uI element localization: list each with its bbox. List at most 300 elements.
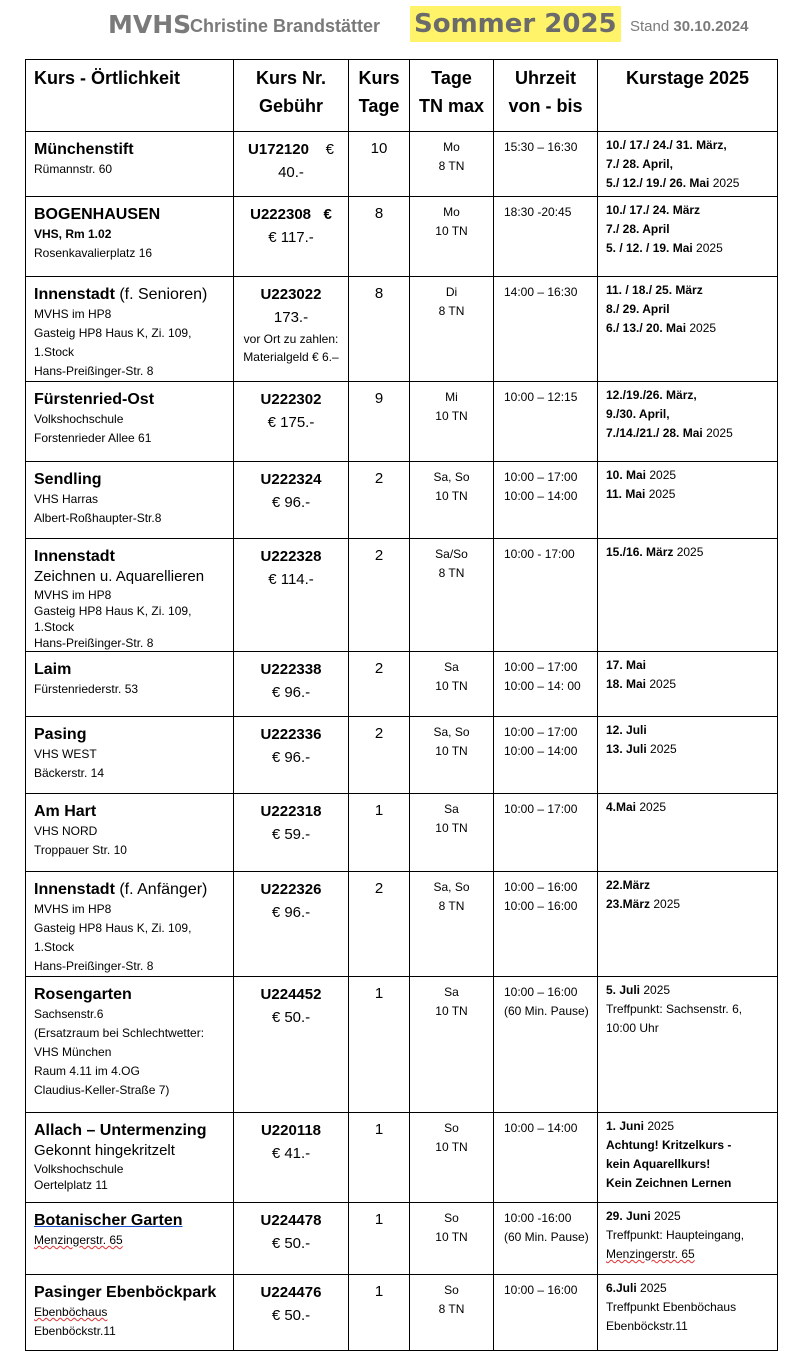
date-line: [606, 136, 777, 155]
address-line: Ebenböckstr.11: [34, 1324, 116, 1338]
location-cell: [26, 794, 234, 872]
location-title: Allach – Untermenzing: [34, 1122, 207, 1139]
time-cell: [494, 977, 598, 1113]
time-line: 10:00 - 17:00: [504, 547, 575, 561]
max-participants: 10 TN: [435, 1004, 468, 1018]
col-header-dates: Kurstage 2025: [598, 60, 778, 132]
date-bold: 11. Mai: [606, 487, 646, 501]
date-line: [606, 543, 777, 562]
course-days: 2: [349, 539, 410, 652]
date-regular: 2025: [702, 426, 733, 440]
time-line: 18:30 -20:45: [504, 205, 572, 219]
time-line: 10:00 – 16:00: [504, 1283, 578, 1297]
date-line: [606, 1279, 777, 1298]
table-row: [26, 277, 778, 382]
address-line: Forstenrieder Allee 61: [34, 431, 152, 445]
weekday-cell: [410, 1203, 494, 1275]
dates-cell: [598, 1113, 778, 1203]
time-line: 10:00 -16:00: [504, 1211, 572, 1225]
course-number: U224476: [260, 1284, 322, 1301]
date-line: [606, 981, 777, 1000]
course-fee: € 96.-: [271, 749, 311, 766]
weekday: Sa: [444, 985, 459, 999]
date-line: [606, 424, 777, 443]
course-number: U222318: [260, 803, 322, 820]
max-participants: 10 TN: [435, 1230, 468, 1244]
col-header-line: Kurs Nr.: [255, 68, 327, 88]
date-bold: 13. Juli: [606, 742, 647, 756]
dates-cell: [598, 1275, 778, 1351]
time-line: 10:00 – 17:00: [504, 802, 578, 816]
date-bold: 18. Mai: [606, 677, 647, 691]
address-line: Hans-Preißinger-Str. 8: [34, 364, 154, 378]
date-line: [606, 1000, 777, 1019]
weekday: Sa, So: [433, 880, 470, 894]
date-line: [606, 656, 777, 675]
date-regular: 2025: [650, 1209, 681, 1223]
date-bold: 10./ 17./ 24./ 31. März,: [606, 138, 727, 152]
course-fee: € 96.-: [271, 494, 311, 511]
date-bold: 7./ 28. April,: [606, 157, 673, 171]
date-line: [606, 155, 777, 174]
max-participants: 8 TN: [438, 159, 465, 173]
date-regular: 2025: [644, 1119, 675, 1133]
address-line: VHS, Rm 1.02: [34, 227, 112, 241]
date-line: [606, 405, 777, 424]
weekday: Sa, So: [433, 725, 470, 739]
course-fee: 40.-: [278, 164, 304, 181]
location-title-text: Innenstadt: [34, 286, 115, 303]
weekday-cell: [410, 717, 494, 794]
dates-cell: [598, 872, 778, 977]
course-fee: € 117.-: [268, 229, 314, 246]
time-cell: [494, 1113, 598, 1203]
date-line: [606, 386, 777, 405]
time-cell: [494, 872, 598, 977]
course-days: 1: [349, 977, 410, 1113]
date-bold: 5./ 12./ 19./ 26. Mai: [606, 176, 710, 190]
location-subtitle: Gekonnt hingekritzelt: [34, 1142, 175, 1159]
course-fee: € 114.-: [268, 571, 314, 588]
location-cell: [26, 872, 234, 977]
time-line: 10:00 – 17:00: [504, 470, 578, 484]
course-days: 2: [349, 462, 410, 539]
date-bold: Achtung! Kritzelkurs -: [606, 1138, 732, 1152]
course-nr-cell: [234, 977, 349, 1113]
date-bold: 5. Juli: [606, 983, 641, 997]
date-bold: 7./14./21./ 28. Mai: [606, 426, 703, 440]
address-line: MVHS im HP8: [34, 902, 112, 916]
date-bold: 10./ 17./ 24. März: [606, 203, 701, 217]
date-bold: 12./19./26. März,: [606, 388, 697, 402]
location-cell: [26, 717, 234, 794]
dates-cell: [598, 1203, 778, 1275]
table-row: [26, 382, 778, 462]
date-line: [606, 721, 777, 740]
date-regular: 2025: [692, 241, 723, 255]
dates-cell: [598, 132, 778, 197]
address-line: MVHS im HP8: [34, 588, 112, 602]
address-line: Oertelplatz 11: [34, 1178, 108, 1192]
time-line: 10:00 – 17:00: [504, 660, 578, 674]
location-title: Fürstenried-Ost: [34, 391, 155, 408]
location-title: BOGENHAUSEN: [34, 206, 161, 223]
time-line: 10:00 – 16:00: [504, 880, 578, 894]
address-line: Hans-Preißinger-Str. 8: [34, 636, 154, 650]
weekday: Sa, So: [433, 470, 470, 484]
date-line: [606, 466, 777, 485]
currency-sign: €: [325, 141, 334, 158]
max-participants: 10 TN: [435, 489, 468, 503]
location-subtitle: Zeichnen u. Aquarellieren: [34, 568, 205, 585]
max-participants: 10 TN: [435, 1140, 468, 1154]
course-days: 2: [349, 717, 410, 794]
location-cell: [26, 1113, 234, 1203]
address-line: Rosenkavalierplatz 16: [34, 246, 153, 260]
weekday-cell: [410, 382, 494, 462]
date-bold: 22.März: [606, 878, 651, 892]
col-header-time: [494, 60, 598, 132]
max-participants: 10 TN: [435, 821, 468, 835]
course-number: U222326: [260, 881, 322, 898]
course-fee: € 96.-: [271, 684, 311, 701]
date-line: [606, 740, 777, 759]
table-header-row: [26, 60, 778, 132]
table-row: [26, 132, 778, 197]
time-line: 10:00 – 14:00: [504, 489, 578, 503]
weekday: Mo: [443, 140, 460, 154]
date-line: [606, 1019, 777, 1038]
date-regular: Treffpunkt: Haupteingang,: [606, 1228, 745, 1242]
date-bold: 10. Mai: [606, 468, 647, 482]
date-line: [606, 1207, 777, 1226]
time-line: 15:30 – 16:30: [504, 140, 578, 154]
date-line: [606, 220, 777, 239]
address-line: Gasteig HP8 Haus K, Zi. 109, 1.Stock: [34, 326, 192, 359]
max-participants: 8 TN: [438, 1302, 465, 1316]
fee-note: Materialgeld € 6.–: [243, 350, 339, 364]
time-line: 10:00 – 14:00: [504, 1121, 578, 1135]
date-bold: 17. Mai: [606, 658, 647, 672]
col-header-course-days: [349, 60, 410, 132]
date-regular: Treffpunkt: Sachsenstr. 6,: [606, 1002, 743, 1016]
col-header-line: Uhrzeit: [514, 68, 576, 88]
course-table: [25, 59, 778, 1351]
col-header-line: Tage: [431, 68, 472, 88]
date-line: [606, 319, 777, 338]
table-row: [26, 1203, 778, 1275]
date-line: [606, 1245, 777, 1264]
course-nr-cell: [234, 462, 349, 539]
weekday: Sa: [444, 660, 459, 674]
weekday: So: [444, 1211, 459, 1225]
time-line: 14:00 – 16:30: [504, 285, 578, 299]
date-regular: 10:00 Uhr: [606, 1021, 659, 1035]
course-number: U220118: [260, 1122, 322, 1139]
date-bold: 12. Juli: [606, 723, 647, 737]
date-line: [606, 895, 777, 914]
address-line: VHS Harras: [34, 492, 99, 506]
date-line: [606, 239, 777, 258]
weekday-cell: [410, 1113, 494, 1203]
location-title: [34, 285, 225, 305]
table-row: [26, 1113, 778, 1203]
address-line: Volkshochschule: [34, 412, 124, 426]
weekday-cell: [410, 277, 494, 382]
date-bold: Kein Zeichnen Lernen: [606, 1176, 732, 1190]
time-line: (60 Min. Pause): [504, 1230, 589, 1244]
course-number: U224478: [260, 1212, 322, 1229]
table-row: [26, 539, 778, 652]
date-bold: 6.Juli: [606, 1281, 637, 1295]
weekday: Di: [445, 285, 458, 299]
col-header-weekday: [410, 60, 494, 132]
col-header-line: Kurs: [358, 68, 400, 88]
course-nr-cell: [234, 132, 349, 197]
course-number: U222328: [260, 548, 322, 565]
time-cell: [494, 1275, 598, 1351]
date-line: [606, 1298, 777, 1317]
date-bold: 8./ 29. April: [606, 302, 670, 316]
date-bold: 23.März: [606, 897, 651, 911]
date-bold: 4.Mai: [606, 800, 637, 814]
course-number: U222302: [260, 391, 322, 408]
address-line: Raum 4.11 im 4.OG: [34, 1064, 140, 1078]
location-cell: [26, 1275, 234, 1351]
max-participants: 8 TN: [438, 899, 465, 913]
location-title: Pasing: [34, 726, 87, 743]
table-row: [26, 717, 778, 794]
address-line: Sachsenstr.6: [34, 1007, 104, 1021]
time-line: 10:00 – 17:00: [504, 725, 578, 739]
time-cell: [494, 717, 598, 794]
location-title: Botanischer Garten: [34, 1212, 183, 1229]
date-regular: 2025: [650, 897, 681, 911]
course-days: 1: [349, 1275, 410, 1351]
address-line: Hans-Preißinger-Str. 8: [34, 959, 154, 973]
stand-date: 30.10.2024: [673, 18, 749, 35]
course-nr-cell: [234, 652, 349, 717]
date-regular: 2025: [645, 487, 676, 501]
time-line: 10:00 – 12:15: [504, 390, 578, 404]
time-cell: [494, 794, 598, 872]
course-days: 10: [349, 132, 410, 197]
date-regular: Menzingerstr. 65: [606, 1247, 695, 1261]
course-nr-cell: [234, 794, 349, 872]
fee-note: vor Ort zu zahlen:: [243, 332, 339, 346]
date-line: [606, 1117, 777, 1136]
address-line: Fürstenriederstr. 53: [34, 682, 139, 696]
weekday: Sa: [444, 802, 459, 816]
date-regular: 2025: [646, 677, 677, 691]
time-line: (60 Min. Pause): [504, 1004, 589, 1018]
course-number: U222338: [260, 661, 322, 678]
date-regular: Ebenböckstr.11: [606, 1319, 688, 1333]
location-title: Rosengarten: [34, 986, 132, 1003]
address-line: Volkshochschule: [34, 1162, 124, 1176]
weekday-cell: [410, 977, 494, 1113]
table-row: [26, 1275, 778, 1351]
location-cell: [26, 652, 234, 717]
course-nr-cell: [234, 1203, 349, 1275]
weekday-cell: [410, 197, 494, 277]
weekday: So: [444, 1283, 459, 1297]
dates-cell: [598, 539, 778, 652]
max-participants: 10 TN: [435, 224, 468, 238]
date-bold: 6./ 13./ 20. Mai: [606, 321, 687, 335]
address-line: Gasteig HP8 Haus K, Zi. 109, 1.Stock: [34, 604, 192, 634]
table-row: [26, 794, 778, 872]
course-number: [234, 204, 348, 226]
location-title: Am Hart: [34, 803, 97, 820]
dates-cell: [598, 794, 778, 872]
dates-cell: [598, 382, 778, 462]
course-fee: 173.-: [273, 309, 309, 326]
date-line: [606, 201, 777, 220]
weekday-cell: [410, 539, 494, 652]
dates-cell: [598, 652, 778, 717]
date-line: [606, 1174, 777, 1193]
col-header-line: TN max: [418, 96, 485, 116]
course-fee: € 50.-: [271, 1307, 311, 1324]
course-days: 2: [349, 872, 410, 977]
date-line: [606, 281, 777, 300]
course-number: U222324: [260, 471, 322, 488]
stand-info: [630, 18, 748, 35]
address-line: VHS NORD: [34, 824, 98, 838]
course-days: 9: [349, 382, 410, 462]
location-title: Münchenstift: [34, 141, 134, 158]
course-days: 8: [349, 277, 410, 382]
location-cell: [26, 132, 234, 197]
time-cell: [494, 462, 598, 539]
date-regular: 2025: [646, 742, 677, 756]
dates-cell: [598, 277, 778, 382]
dates-cell: [598, 462, 778, 539]
date-bold: 9./30. April,: [606, 407, 670, 421]
course-nr-cell: [234, 277, 349, 382]
weekday-cell: [410, 132, 494, 197]
address-line: MVHS im HP8: [34, 307, 112, 321]
date-regular: 2025: [673, 545, 704, 559]
weekday-cell: [410, 872, 494, 977]
weekday-cell: [410, 794, 494, 872]
date-regular: 2025: [646, 468, 677, 482]
course-number: U224452: [260, 986, 322, 1003]
date-regular: 2025: [686, 321, 717, 335]
location-cell: [26, 382, 234, 462]
course-days: 2: [349, 652, 410, 717]
date-bold: kein Aquarellkurs!: [606, 1157, 711, 1171]
weekday: So: [444, 1121, 459, 1135]
col-header-line: von - bis: [508, 96, 583, 116]
date-line: [606, 798, 777, 817]
address-line: Bäckerstr. 14: [34, 766, 105, 780]
weekday-cell: [410, 462, 494, 539]
course-days: 8: [349, 197, 410, 277]
time-cell: [494, 539, 598, 652]
table-row: [26, 977, 778, 1113]
location-cell: [26, 977, 234, 1113]
stand-label: Stand: [630, 18, 670, 35]
dates-cell: [598, 977, 778, 1113]
course-fee: € 96.-: [271, 904, 311, 921]
location-title: Laim: [34, 661, 72, 678]
time-line: 10:00 – 16:00: [504, 985, 578, 999]
location-cell: [26, 539, 234, 652]
date-line: [606, 174, 777, 193]
table-row: [26, 652, 778, 717]
time-line: 10:00 – 14: 00: [504, 679, 581, 693]
address-line: Menzingerstr. 65: [34, 1233, 123, 1247]
date-bold: 29. Juni: [606, 1209, 651, 1223]
weekday-cell: [410, 1275, 494, 1351]
date-line: [606, 1317, 777, 1336]
time-cell: [494, 197, 598, 277]
address-line: Gasteig HP8 Haus K, Zi. 109, 1.Stock: [34, 921, 192, 954]
course-number-text: U222308: [250, 206, 312, 223]
course-nr-cell: [234, 717, 349, 794]
teacher-name: Christine Brandstätter: [190, 16, 381, 36]
address-line: Rümannstr. 60: [34, 162, 113, 176]
address-line: Troppauer Str. 10: [34, 843, 127, 857]
location-title: Pasinger Ebenböckpark: [34, 1284, 217, 1301]
dates-cell: [598, 197, 778, 277]
course-fee: € 50.-: [271, 1235, 311, 1252]
course-number-text: U172120: [248, 141, 309, 158]
date-line: [606, 300, 777, 319]
col-header-course-nr: [234, 60, 349, 132]
course-days: 1: [349, 794, 410, 872]
location-title-extra: (f. Anfänger): [114, 881, 208, 898]
location-title-text: Innenstadt: [34, 881, 115, 898]
location-cell: [26, 277, 234, 382]
currency-sign: €: [323, 206, 332, 223]
page-header: [0, 6, 805, 46]
date-line: [606, 1136, 777, 1155]
weekday: Mi: [445, 390, 458, 404]
course-fee: € 175.-: [267, 414, 315, 431]
course-nr-cell: [234, 197, 349, 277]
weekday-cell: [410, 652, 494, 717]
address-line: Albert-Roßhaupter-Str.8: [34, 511, 162, 525]
course-days: 1: [349, 1113, 410, 1203]
table-row: [26, 872, 778, 977]
course-fee: € 41.-: [271, 1145, 311, 1162]
course-days: 1: [349, 1203, 410, 1275]
location-cell: [26, 1203, 234, 1275]
dates-cell: [598, 717, 778, 794]
table-row: [26, 197, 778, 277]
date-line: [606, 675, 777, 694]
location-cell: [26, 462, 234, 539]
date-regular: 2025: [636, 800, 667, 814]
course-nr-cell: [234, 872, 349, 977]
location-title: Innenstadt: [34, 548, 115, 565]
max-participants: 8 TN: [438, 566, 465, 580]
course-nr-cell: [234, 1275, 349, 1351]
address-line: Claudius-Keller-Straße 7): [34, 1083, 170, 1097]
course-number: U223022: [260, 286, 322, 303]
course-number: [234, 139, 348, 161]
max-participants: 10 TN: [435, 744, 468, 758]
course-nr-cell: [234, 382, 349, 462]
max-participants: 8 TN: [438, 304, 465, 318]
date-line: [606, 876, 777, 895]
location-title-extra: (f. Senioren): [114, 286, 208, 303]
org-name: MVHS: [108, 10, 192, 39]
time-line: 10:00 – 16:00: [504, 899, 578, 913]
